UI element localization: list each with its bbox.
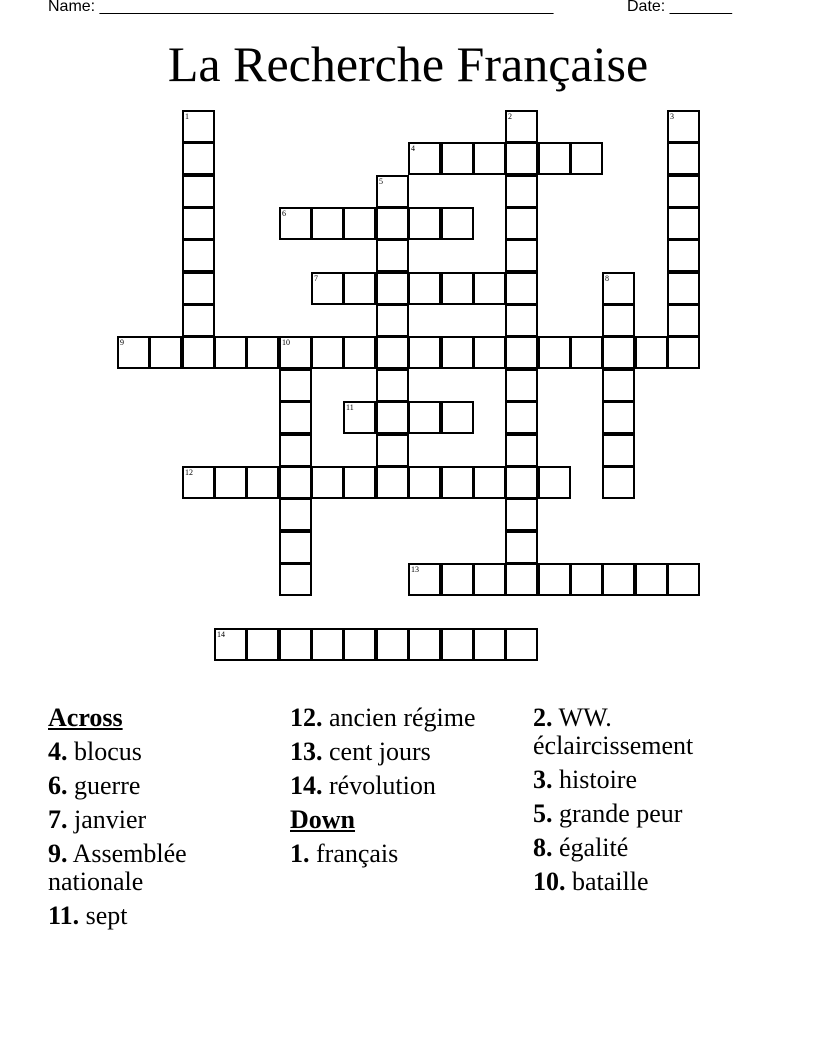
grid-cell[interactable] — [473, 142, 506, 175]
clue-number: 14. — [290, 771, 323, 800]
grid-cell[interactable] — [182, 336, 215, 369]
page-title: La Recherche Française — [167, 36, 649, 92]
clue-number: 12. — [290, 703, 323, 732]
grid-cell[interactable] — [473, 336, 506, 369]
grid-cell[interactable] — [473, 563, 506, 596]
grid-cell[interactable] — [570, 336, 603, 369]
grid-cell[interactable] — [408, 207, 441, 240]
cell-number: 3 — [670, 112, 674, 121]
grid-cell[interactable] — [149, 336, 182, 369]
grid-cell[interactable] — [408, 563, 441, 596]
clue-item — [48, 806, 273, 834]
clue-item — [48, 738, 273, 766]
grid-cell[interactable] — [505, 336, 538, 369]
clue-column-1 — [48, 704, 273, 936]
grid-cell[interactable] — [311, 628, 344, 661]
grid-cell[interactable] — [246, 466, 279, 499]
grid-cell[interactable] — [182, 110, 215, 143]
grid-cell[interactable] — [376, 207, 409, 240]
cell-number: 7 — [314, 274, 318, 283]
across-heading: Across — [48, 703, 123, 732]
grid-cell[interactable] — [505, 110, 538, 143]
name-field-label: Name: ___________________________________________________ — [48, 0, 554, 15]
grid-cell[interactable] — [505, 207, 538, 240]
grid-cell[interactable] — [441, 401, 474, 434]
grid-cell[interactable] — [667, 142, 700, 175]
grid-cell[interactable] — [311, 466, 344, 499]
grid-cell[interactable] — [505, 531, 538, 564]
grid-cell[interactable] — [279, 434, 312, 467]
grid-cell[interactable] — [376, 304, 409, 337]
grid-cell[interactable] — [408, 401, 441, 434]
clue-number: 1. — [290, 839, 310, 868]
grid-cell[interactable] — [246, 336, 279, 369]
cell-number: 8 — [605, 274, 609, 283]
grid-cell[interactable] — [667, 272, 700, 305]
grid-cell[interactable] — [279, 628, 312, 661]
grid-cell[interactable] — [376, 434, 409, 467]
grid-cell[interactable] — [408, 142, 441, 175]
grid-cell[interactable] — [473, 466, 506, 499]
grid-cell[interactable] — [602, 336, 635, 369]
grid-cell[interactable] — [182, 175, 215, 208]
grid-cell[interactable] — [441, 628, 474, 661]
grid-cell[interactable] — [538, 142, 571, 175]
clue-text: sept — [85, 901, 128, 930]
cell-number: 10 — [282, 338, 290, 347]
clue-text: révolution — [329, 771, 436, 800]
cell-number: 12 — [185, 468, 193, 477]
grid-cell[interactable] — [505, 434, 538, 467]
grid-cell[interactable] — [635, 563, 668, 596]
grid-cell[interactable] — [376, 272, 409, 305]
grid-cell[interactable] — [279, 498, 312, 531]
grid-cell[interactable] — [343, 628, 376, 661]
clue-column-2 — [290, 704, 520, 874]
grid-cell[interactable] — [214, 466, 247, 499]
clue-number: 2. — [533, 703, 553, 732]
clue-number: 10. — [533, 867, 566, 896]
grid-cell[interactable] — [602, 563, 635, 596]
clue-item — [533, 704, 773, 760]
grid-cell[interactable] — [441, 466, 474, 499]
grid-cell[interactable] — [667, 175, 700, 208]
grid-cell[interactable] — [279, 207, 312, 240]
grid-cell[interactable] — [667, 336, 700, 369]
cell-number: 14 — [217, 630, 225, 639]
grid-cell[interactable] — [667, 304, 700, 337]
grid-cell[interactable] — [505, 272, 538, 305]
grid-cell[interactable] — [602, 401, 635, 434]
grid-cell[interactable] — [473, 272, 506, 305]
grid-cell[interactable] — [376, 369, 409, 402]
clue-number: 3. — [533, 765, 553, 794]
grid-cell[interactable] — [279, 336, 312, 369]
grid-cell[interactable] — [246, 628, 279, 661]
grid-cell[interactable] — [279, 563, 312, 596]
grid-cell[interactable] — [602, 434, 635, 467]
clue-text: grande peur — [559, 799, 683, 828]
date-field-label: Date: _______ — [627, 0, 732, 15]
clue-number: 11. — [48, 901, 80, 930]
grid-cell[interactable] — [505, 142, 538, 175]
clue-text: blocus — [74, 737, 142, 766]
grid-cell[interactable] — [408, 272, 441, 305]
grid-cell[interactable] — [570, 563, 603, 596]
clue-text: bataille — [572, 867, 649, 896]
grid-cell[interactable] — [667, 563, 700, 596]
cell-number: 4 — [411, 144, 415, 153]
cell-number: 13 — [411, 565, 419, 574]
clue-number: 13. — [290, 737, 323, 766]
grid-cell[interactable] — [602, 272, 635, 305]
cell-number: 1 — [185, 112, 189, 121]
grid-cell[interactable] — [505, 369, 538, 402]
grid-cell[interactable] — [343, 207, 376, 240]
clue-column-3 — [533, 704, 773, 902]
grid-cell[interactable] — [408, 628, 441, 661]
clue-text: cent jours — [329, 737, 431, 766]
grid-cell[interactable] — [408, 466, 441, 499]
clue-text: ancien régime — [329, 703, 476, 732]
grid-cell[interactable] — [182, 466, 215, 499]
grid-cell[interactable] — [538, 336, 571, 369]
grid-cell[interactable] — [182, 207, 215, 240]
grid-cell[interactable] — [279, 401, 312, 434]
grid-cell[interactable] — [441, 142, 474, 175]
grid-cell[interactable] — [279, 466, 312, 499]
grid-cell[interactable] — [602, 369, 635, 402]
cell-number: 2 — [508, 112, 512, 121]
clue-item — [48, 772, 273, 800]
grid-cell[interactable] — [376, 466, 409, 499]
grid-cell[interactable] — [473, 628, 506, 661]
grid-cell[interactable] — [602, 466, 635, 499]
clue-text: Assemblée nationale — [48, 839, 187, 896]
grid-cell[interactable] — [538, 563, 571, 596]
grid-cell[interactable] — [279, 369, 312, 402]
clue-item — [290, 738, 520, 766]
clue-item — [533, 834, 773, 862]
cell-number: 11 — [346, 403, 354, 412]
grid-cell[interactable] — [667, 207, 700, 240]
clue-text: guerre — [74, 771, 141, 800]
grid-cell[interactable] — [505, 498, 538, 531]
grid-cell[interactable] — [311, 272, 344, 305]
grid-cell[interactable] — [441, 272, 474, 305]
grid-cell[interactable] — [441, 563, 474, 596]
clue-text: égalité — [559, 833, 629, 862]
grid-cell[interactable] — [376, 175, 409, 208]
grid-cell[interactable] — [505, 401, 538, 434]
grid-cell[interactable] — [441, 336, 474, 369]
grid-cell[interactable] — [667, 239, 700, 272]
clue-item — [48, 840, 273, 896]
clue-item — [533, 868, 773, 896]
clue-item — [290, 840, 520, 868]
grid-cell[interactable] — [408, 336, 441, 369]
grid-cell[interactable] — [311, 207, 344, 240]
clue-number: 4. — [48, 737, 68, 766]
clue-text: WW. éclaircissement — [533, 703, 694, 760]
down-heading: Down — [290, 805, 356, 834]
grid-cell[interactable] — [214, 336, 247, 369]
clue-number: 6. — [48, 771, 68, 800]
grid-cell[interactable] — [635, 336, 668, 369]
grid-cell[interactable] — [602, 304, 635, 337]
grid-cell[interactable] — [182, 304, 215, 337]
clue-item — [290, 772, 520, 800]
grid-cell[interactable] — [505, 304, 538, 337]
grid-cell[interactable] — [214, 628, 247, 661]
cell-number: 5 — [379, 177, 383, 186]
clue-item — [290, 704, 520, 732]
grid-cell[interactable] — [505, 563, 538, 596]
cell-number: 9 — [120, 338, 124, 347]
grid-cell[interactable] — [441, 207, 474, 240]
clue-item — [48, 902, 273, 930]
grid-cell[interactable] — [343, 272, 376, 305]
grid-cell[interactable] — [182, 142, 215, 175]
grid-cell[interactable] — [117, 336, 150, 369]
grid-cell[interactable] — [376, 336, 409, 369]
grid-cell[interactable] — [570, 142, 603, 175]
grid-cell[interactable] — [505, 239, 538, 272]
grid-cell[interactable] — [505, 628, 538, 661]
grid-cell[interactable] — [667, 110, 700, 143]
clue-number: 5. — [533, 799, 553, 828]
grid-cell[interactable] — [505, 466, 538, 499]
grid-cell[interactable] — [376, 239, 409, 272]
clue-number: 9. — [48, 839, 68, 868]
clue-text: janvier — [74, 805, 147, 834]
grid-cell[interactable] — [538, 466, 571, 499]
grid-cell[interactable] — [343, 401, 376, 434]
grid-cell[interactable] — [182, 272, 215, 305]
grid-cell[interactable] — [279, 531, 312, 564]
grid-cell[interactable] — [343, 336, 376, 369]
clue-text: français — [316, 839, 399, 868]
grid-cell[interactable] — [311, 336, 344, 369]
clue-item — [533, 766, 773, 794]
clue-text: histoire — [559, 765, 637, 794]
grid-cell[interactable] — [182, 239, 215, 272]
grid-cell[interactable] — [376, 401, 409, 434]
grid-cell[interactable] — [376, 628, 409, 661]
cell-number: 6 — [282, 209, 286, 218]
clue-number: 8. — [533, 833, 553, 862]
clue-number: 7. — [48, 805, 68, 834]
clue-item — [533, 800, 773, 828]
grid-cell[interactable] — [343, 466, 376, 499]
grid-cell[interactable] — [505, 175, 538, 208]
